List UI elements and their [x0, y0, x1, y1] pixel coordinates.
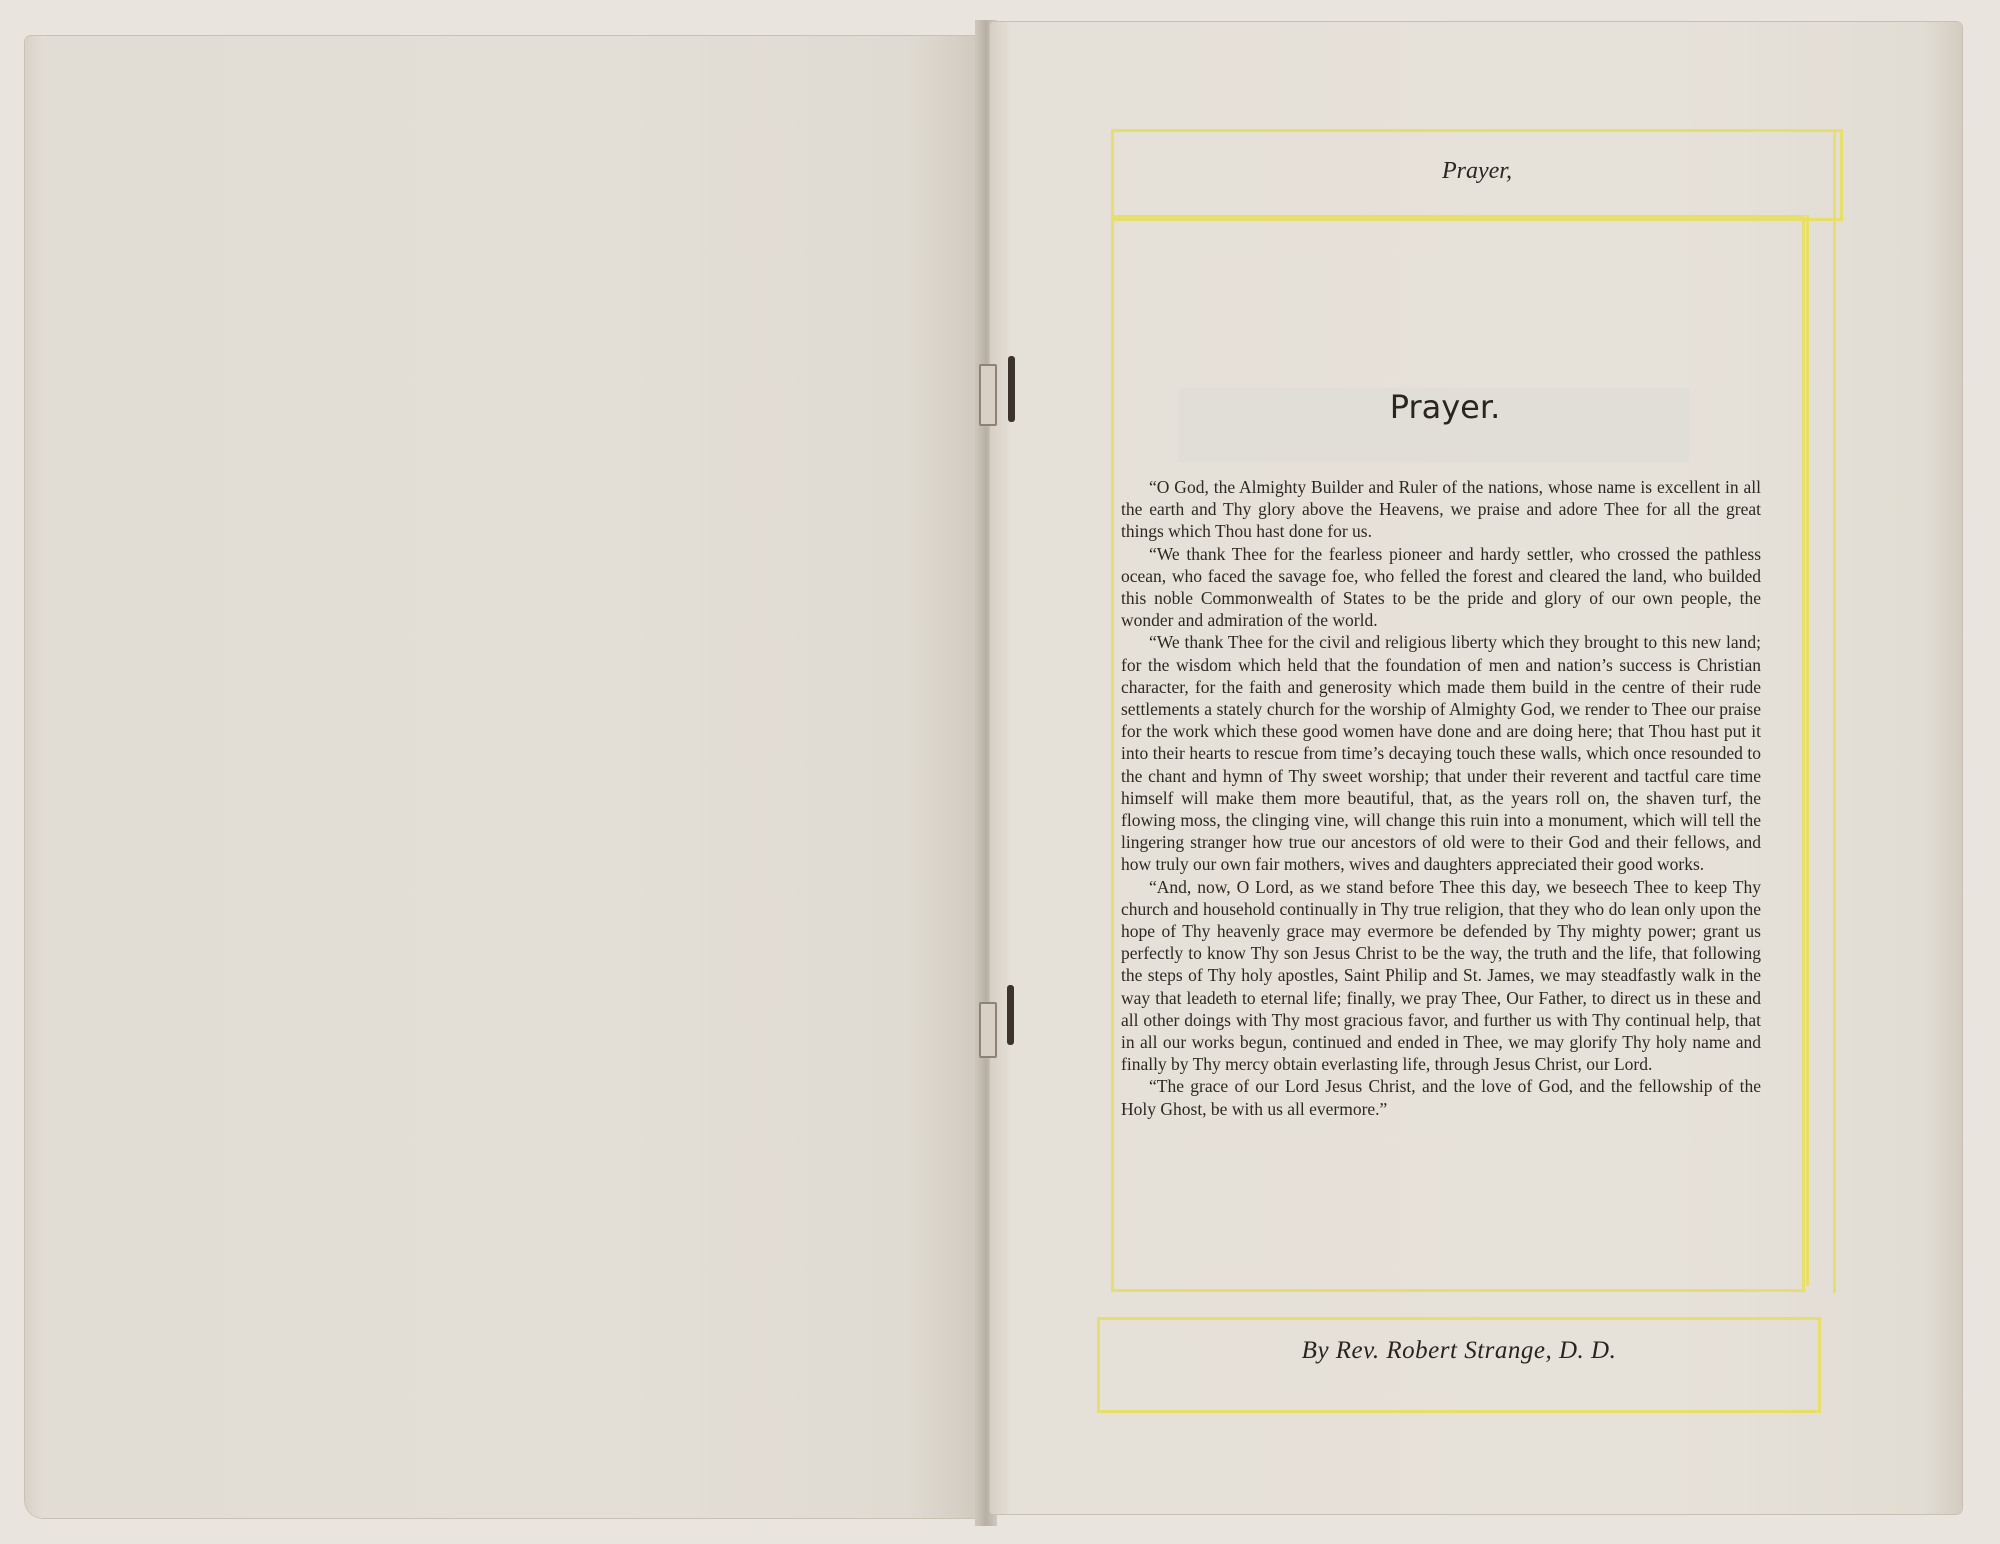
- paragraph: “The grace of our Lord Jesus Christ, and the love of God, and the fellowship of the Holy Ghost, be with us all evermore.”: [1121, 1076, 1761, 1119]
- staple-bottom: [1007, 985, 1014, 1045]
- paragraph: “We thank Thee for the fearless pioneer and hardy settler, who crossed the pathless ocean, who faced the savage foe, who felled the forest and cleared the land, who builded this noble Commonwealth of States to be the pride and glory of our own people, the wonder and admiration of the world.: [1121, 543, 1761, 631]
- prayer-text: [1121, 476, 1761, 1120]
- paragraph: “O God, the Almighty Builder and Ruler of the nations, whose name is excellent in all the earth and Thy glory above the Heavens, we praise and adore Thee for all the great things which Thou hast done for us.: [1121, 477, 1761, 542]
- staple-top: [1008, 356, 1015, 422]
- byline: By Rev. Robert Strange, D. D.: [1301, 1337, 1617, 1364]
- staple-hole-bottom: [979, 1002, 997, 1058]
- paragraph: “We thank Thee for the civil and religious liberty which they brought to this new land; for the wisdom which held that the foundation of men and nation’s success is Christian character, for the faith and generosity which made them build in the centre of their rude settlements a stately church for the worship of Almighty God, we render to Thee our praise for the work which these good women have done and are doing here; that Thou hast put it into their hearts to rescue from time’s decaying touch these walls, which once resounded to the chant and hymn of Thy sweet worship; that under their reverent and tactful care time himself will make them more beautiful, that, as the years roll on, the shaven turf, the flowing moss, the clinging vine, will change this ruin into a monument, which will tell the lingering stranger how true our ancestors of old were to their God and their fellows, and how truly our own fair mothers, wives and daughters appreciated their good works.: [1121, 632, 1761, 875]
- running-head: Prayer,: [1442, 158, 1512, 184]
- paragraph: “And, now, O Lord, as we stand before Thee this day, we beseech Thee to keep Thy church and household continually in Thy true religion, that they who do lean only upon the hope of Thy heavenly grace may evermore be defended by Thy mighty power; grant us perfectly to know Thy son Jesus Christ to be the way, the truth and the life, that following the steps of Thy holy apostles, Saint Philip and St. James, we may steadfastly walk in the way that leadeth to eternal life; finally, we pray Thee, Our Father, to direct us in these and all other doings with Thy most gracious favor, and further us with Thy continual help, that in all our works begun, continued and ended in Thee, we may glorify Thy holy name and finally by Thy mercy obtain everlasting life, through Jesus Christ, our Lord.: [1121, 876, 1761, 1075]
- left-blank-page: [25, 36, 985, 1518]
- staple-hole-top: [979, 364, 997, 426]
- outer-frame-rule: [1833, 129, 1836, 1293]
- body-frame-inner-rule: [1806, 215, 1809, 1286]
- page-title: Prayer.: [1389, 388, 1501, 426]
- byline-frame: [1097, 1317, 1821, 1413]
